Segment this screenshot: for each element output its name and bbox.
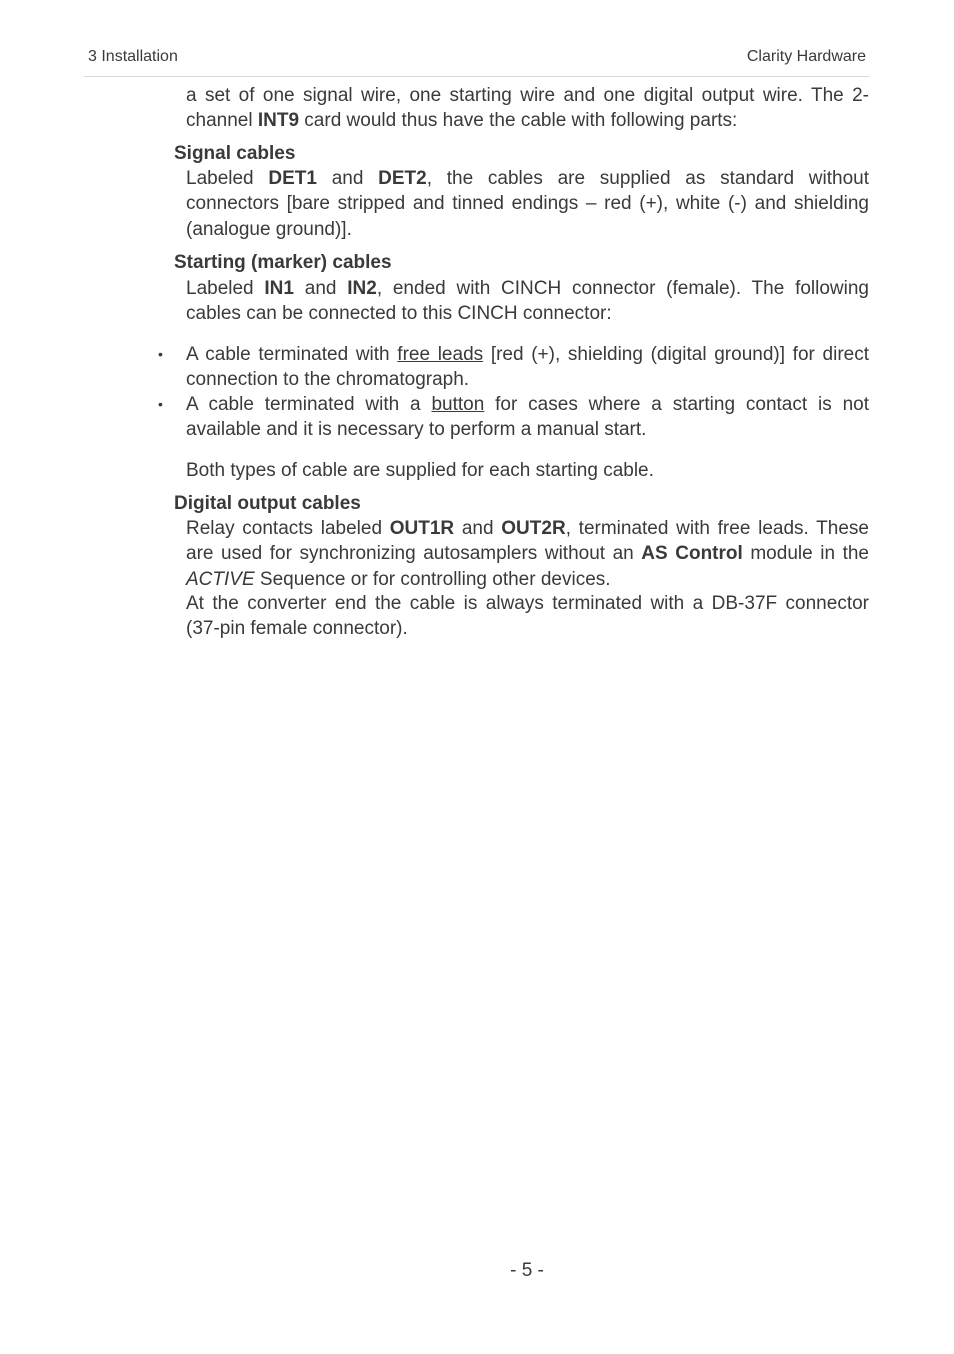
card-name: INT9 [257, 110, 300, 132]
header-divider [84, 76, 870, 77]
text-run: Sequence or for controlling other devices. [254, 568, 611, 590]
sequence-name: ACTIVE [186, 568, 255, 590]
intro-paragraph [186, 83, 869, 134]
chapter-title: 3 Installation [88, 48, 178, 65]
label-out2r: OUT2R [501, 518, 566, 539]
text-run: A cable terminated with [186, 344, 398, 365]
text-run: , ended with CINCH connector (female). The following cables can be connected to this CINCH connector: [186, 278, 870, 325]
text-run: and [454, 518, 502, 539]
label-in1: IN1 [264, 278, 294, 299]
text-run: A cable terminated with a [186, 394, 432, 415]
connector-paragraph: At the converter end the cable is always terminated with a DB-37F connector (37-pin female connector). [186, 593, 869, 640]
text-run: for cases where a starting contact is not available and it is necessary to perform a manual start. [186, 394, 869, 441]
underlined-term: free leads [397, 344, 484, 365]
text-run: Labeled [186, 168, 269, 189]
label-out1r: OUT1R [389, 518, 455, 539]
page-header [88, 48, 866, 70]
page-number: - 5 - [510, 1260, 544, 1281]
digital-output-paragraph [186, 516, 869, 592]
label-det1: DET1 [268, 168, 317, 189]
text-run: , terminated with free leads. These are used for synchronizing autosamplers without an [186, 518, 869, 565]
list-item [186, 342, 869, 393]
text-run: and [316, 168, 379, 189]
starting-cables-heading: Starting (marker) cables [174, 252, 392, 273]
text-run: Relay contacts labeled [186, 518, 390, 539]
bullet-icon: • [158, 396, 163, 412]
text-run: Labeled [186, 278, 265, 299]
document-title: Clarity Hardware [746, 48, 866, 65]
both-types-paragraph: Both types of cable are supplied for each starting cable. [186, 460, 654, 481]
underlined-term: button [431, 394, 485, 415]
signal-cables-paragraph [186, 166, 869, 242]
bullet-icon: • [158, 346, 163, 362]
starting-cables-paragraph [186, 276, 869, 327]
module-name: AS Control [641, 543, 743, 565]
list-item [186, 392, 869, 443]
digital-output-heading: Digital output cables [174, 493, 361, 514]
signal-cables-heading: Signal cables [174, 143, 296, 164]
text-run: , the cables are supplied as standard without connectors [bare stripped and tinned endings – red (+), white (-) and shielding (analogue ground)]. [186, 168, 870, 240]
text-run: and [293, 278, 348, 299]
label-det2: DET2 [378, 168, 427, 189]
text-run: [red (+), shielding (digital ground)] for direct connection to the chromatograph. [186, 344, 869, 391]
text-run: module in the [742, 543, 869, 565]
label-in2: IN2 [347, 278, 377, 299]
text-run: a set of one signal wire, one starting wire and one digital output wire. The 2-channel [186, 85, 869, 132]
text-run: card would thus have the cable with following parts: [299, 110, 738, 132]
